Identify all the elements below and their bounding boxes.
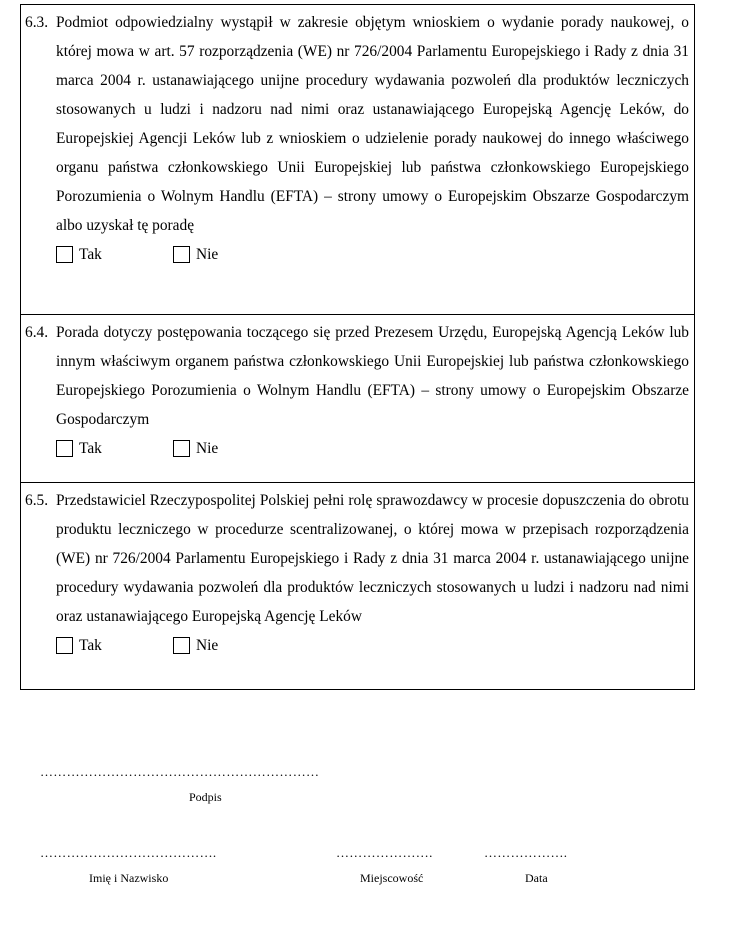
- yes-no-options: [56, 240, 689, 269]
- signature-line[interactable]: ………………………………………………………: [40, 764, 320, 779]
- section-body: [56, 486, 689, 660]
- section-6-4: [21, 315, 694, 483]
- section-text: Przedstawiciel Rzeczypospolitej Polskiej pełni rolę sprawozdawcy w procesie dopuszczenia do obrotu produktu leczniczego w procedurze scentralizowanej, o której mowa w przepisach rozporządzenia (WE) nr 726/2004 Parlamentu Europejskiego i Rady z dnia 31 marca 2004 r. ustanawiającego unijne procedury wydawania pozwoleń dla produktów leczniczych stosowanych u ludzi i nadzoru nad nimi oraz ustanawiającego Europejską Agencję Leków: [56, 492, 689, 625]
- section-text: Porada dotyczy postępowania toczącego się przed Prezesem Urzędu, Europejską Agencją Leków lub innym właściwym organem państwa członkowskiego Unii Europejskiej lub państwa członkowskiego Europejskiego Porozumienia o Wolnym Handlu (EFTA) – strony umowy o Europejskim Obszarze Gospodarczym: [56, 324, 689, 428]
- option-no[interactable]: [173, 631, 218, 660]
- signature-label: Podpis: [189, 790, 222, 804]
- option-no-label: Nie: [196, 637, 219, 654]
- option-yes[interactable]: [56, 631, 173, 660]
- checkbox-no[interactable]: [173, 246, 190, 263]
- option-no-label: Nie: [196, 246, 219, 263]
- option-no[interactable]: [173, 240, 218, 269]
- place-label: Miejscowość: [360, 871, 424, 885]
- option-yes-label: Tak: [79, 440, 102, 457]
- name-line[interactable]: ………………………………….: [40, 845, 217, 860]
- name-label: Imię i Nazwisko: [89, 871, 169, 885]
- checkbox-yes[interactable]: [56, 637, 73, 654]
- section-number: 6.4.: [25, 324, 49, 341]
- date-line[interactable]: ……………….: [484, 845, 568, 860]
- place-line[interactable]: ………………….: [336, 845, 433, 860]
- section-number: 6.5.: [25, 492, 49, 509]
- option-yes-label: Tak: [79, 246, 102, 263]
- section-number: 6.3.: [25, 14, 49, 31]
- section-6-5: [21, 483, 694, 690]
- yes-no-options: [56, 631, 689, 660]
- section-text: Podmiot odpowiedzialny wystąpił w zakresie objętym wnioskiem o wydanie porady naukowej, o której mowa w art. 57 rozporządzenia (WE) nr 726/2004 Parlamentu Europejskiego i Rady z dnia 31 marca 2004 r. ustanawiającego unijne procedury wydawania pozwoleń dla produktów leczniczych stosowanych u ludzi i nadzoru nad nimi oraz ustanawiającego Europejską Agencję Leków, do Europejskiej Agencji Leków lub z wnioskiem o udzielenie porady naukowej do innego właściwego organu państwa członkowskiego Unii Europejskiej lub państwa członkowskiego Europejskiego Porozumienia o Wolnym Handlu (EFTA) – strony umowy o Europejskim Obszarze Gospodarczym albo uzyskał tę poradę: [56, 14, 689, 234]
- yes-no-options: [56, 434, 689, 463]
- option-yes[interactable]: [56, 434, 173, 463]
- option-yes[interactable]: [56, 240, 173, 269]
- option-no-label: Nie: [196, 440, 219, 457]
- checkbox-yes[interactable]: [56, 246, 73, 263]
- date-label: Data: [525, 871, 548, 885]
- declaration-form: [20, 4, 695, 690]
- section-body: [56, 8, 689, 269]
- checkbox-no[interactable]: [173, 440, 190, 457]
- checkbox-yes[interactable]: [56, 440, 73, 457]
- checkbox-no[interactable]: [173, 637, 190, 654]
- option-no[interactable]: [173, 434, 218, 463]
- section-6-3: [21, 5, 694, 315]
- option-yes-label: Tak: [79, 637, 102, 654]
- section-body: [56, 318, 689, 463]
